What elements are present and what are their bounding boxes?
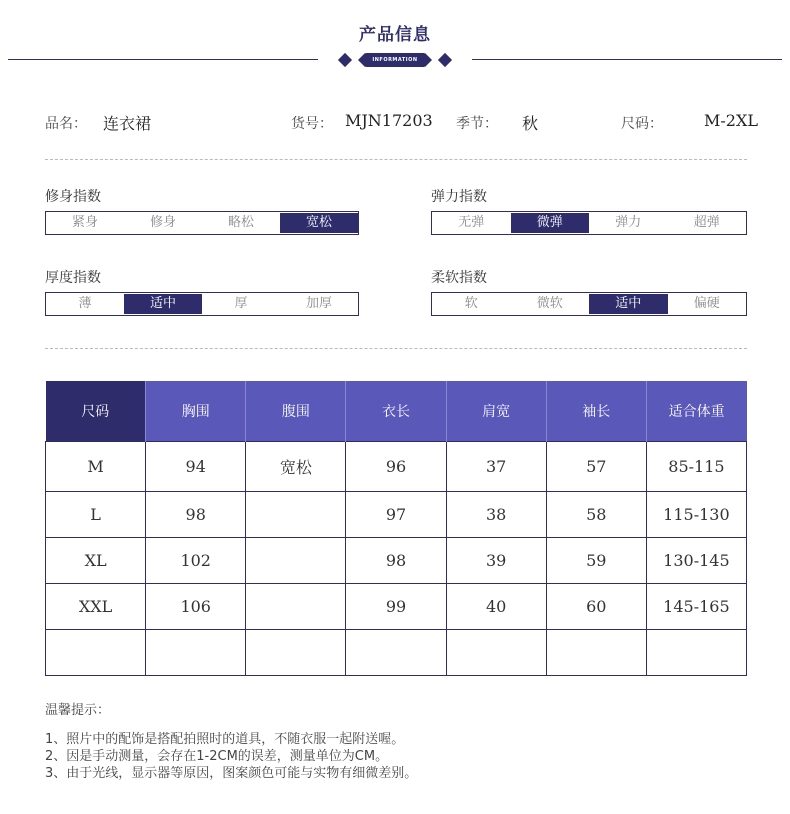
- table-cell: XXL: [46, 584, 146, 630]
- table-cell: [246, 492, 346, 538]
- table-cell: 38: [446, 492, 546, 538]
- table-cell: 97: [346, 492, 446, 538]
- elasticity-index-title: 弹力指数: [431, 189, 487, 205]
- diamond-icon: [338, 53, 352, 67]
- information-badge: [336, 51, 454, 69]
- scale-option: 超弹: [693, 215, 720, 230]
- product-name-value: 连衣裙: [103, 114, 152, 133]
- season-value: 秋: [522, 114, 539, 133]
- table-cell: 99: [346, 584, 446, 630]
- scale-option-selected: 宽松: [280, 213, 358, 233]
- arrow-left-icon: [358, 53, 365, 67]
- scale-option: 薄: [78, 296, 92, 311]
- scale-option-selected: 适中: [124, 294, 202, 314]
- title-divider-right: [472, 59, 782, 60]
- table-cell: 145-165: [646, 584, 746, 630]
- scale-option: 偏硬: [693, 296, 720, 311]
- table-cell: 96: [346, 442, 446, 492]
- table-cell: 57: [546, 442, 646, 492]
- table-cell: 98: [146, 492, 246, 538]
- table-row: [46, 492, 747, 538]
- table-cell: M: [46, 442, 146, 492]
- tip-line: 2、因是手动测量，会存在1-2CM的误差，测量单位为CM。: [45, 749, 389, 764]
- table-cell: 102: [146, 538, 246, 584]
- table-header: 袖长: [546, 381, 646, 442]
- table-cell: 39: [446, 538, 546, 584]
- table-cell: XL: [46, 538, 146, 584]
- table-cell: 37: [446, 442, 546, 492]
- scale-option: 弹力: [615, 215, 642, 230]
- table-cell: [146, 630, 246, 676]
- table-cell: 98: [346, 538, 446, 584]
- fit-index-scale: [45, 211, 359, 235]
- table-row: [46, 538, 747, 584]
- page-title: 产品信息: [359, 25, 431, 45]
- tip-line: 1、照片中的配饰是搭配拍照时的道具，不随衣服一起附送喔。: [45, 732, 405, 747]
- diamond-icon: [438, 53, 452, 67]
- table-cell: 94: [146, 442, 246, 492]
- fit-index-title: 修身指数: [45, 189, 101, 205]
- table-cell: 40: [446, 584, 546, 630]
- tip-line: 3、由于光线，显示器等原因，图案颜色可能与实物有细微差别。: [45, 766, 418, 781]
- scale-option-selected: 适中: [589, 294, 668, 314]
- scale-option: 厚: [234, 296, 248, 311]
- scale-option: 微软: [536, 296, 563, 311]
- table-cell: 130-145: [646, 538, 746, 584]
- table-cell: [646, 630, 746, 676]
- scale-option-selected: 微弹: [511, 213, 590, 233]
- product-name-label: 品名：: [45, 116, 87, 132]
- scale-option: 略松: [227, 215, 254, 230]
- scale-option: 加厚: [305, 296, 332, 311]
- product-code-label: 货号：: [291, 116, 333, 132]
- table-cell: [246, 630, 346, 676]
- table-header: 尺码: [46, 381, 146, 442]
- scale-option: 无弹: [458, 215, 485, 230]
- season-label: 季节：: [456, 116, 498, 132]
- table-cell: 60: [546, 584, 646, 630]
- table-cell: L: [46, 492, 146, 538]
- table-header: 衣长: [346, 381, 446, 442]
- section-divider: [45, 159, 747, 160]
- table-cell: 58: [546, 492, 646, 538]
- scale-option: 修身: [149, 215, 176, 230]
- table-cell: 115-130: [646, 492, 746, 538]
- table-header: 适合体重: [646, 381, 746, 442]
- scale-option: 软: [464, 296, 478, 311]
- table-cell: [446, 630, 546, 676]
- table-header: 胸围: [146, 381, 246, 442]
- table-header: 腹围: [246, 381, 346, 442]
- table-cell: 59: [546, 538, 646, 584]
- table-row: [46, 442, 747, 492]
- table-cell: [246, 538, 346, 584]
- scale-option: 紧身: [71, 215, 98, 230]
- badge-label: INFORMATION: [372, 57, 418, 63]
- thickness-index-title: 厚度指数: [45, 270, 101, 286]
- table-cell: 宽松: [246, 442, 346, 492]
- table-cell: [246, 584, 346, 630]
- title-divider-left: [8, 59, 318, 60]
- table-cell: [46, 630, 146, 676]
- table-row: [46, 630, 747, 676]
- arrow-right-icon: [425, 53, 432, 67]
- size-table: [45, 381, 747, 676]
- table-row: [46, 584, 747, 630]
- size-range-label: 尺码：: [621, 116, 663, 132]
- table-cell: [546, 630, 646, 676]
- size-range-value: M-2XL: [704, 111, 758, 130]
- tips-title: 温馨提示：: [45, 703, 111, 718]
- thickness-index-scale: [45, 292, 359, 316]
- softness-index-title: 柔软指数: [431, 270, 487, 286]
- section-divider: [45, 348, 747, 349]
- table-cell: 106: [146, 584, 246, 630]
- table-cell: [346, 630, 446, 676]
- table-header: 肩宽: [446, 381, 546, 442]
- product-code-value: MJN17203: [345, 111, 433, 130]
- table-cell: 85-115: [646, 442, 746, 492]
- elasticity-index-scale: [431, 211, 747, 235]
- softness-index-scale: [431, 292, 747, 316]
